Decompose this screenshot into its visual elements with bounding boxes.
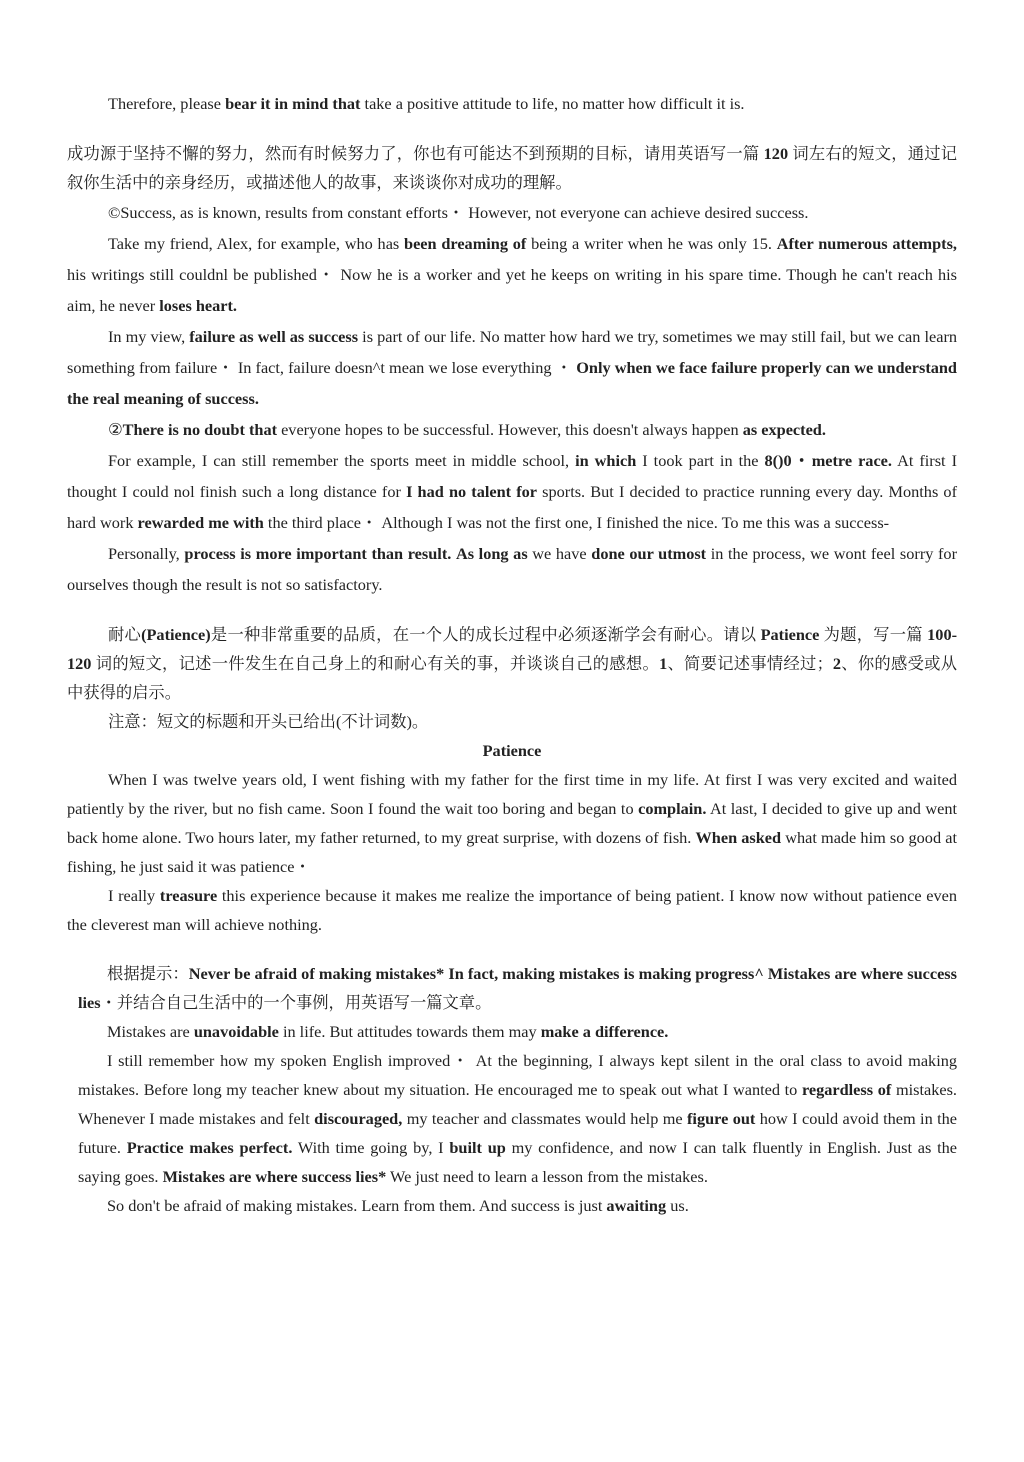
text-run: When I was twelve years old, I went fishing with my father for the first time in my life. At first I was very excited and waited patiently by the river, but no fish came. Soon I found the wait too boring and began to [67,770,957,818]
bold-phrase: unavoidable [193,1022,279,1041]
bold-phrase: in which [575,451,637,470]
text-run: his writings still couldnl be published・ Now he is a worker and yet he keeps on writing in his spare time. Though he can't reach his aim, he never [67,265,957,315]
text-run: At last, I decided to give up and went back home alone. Two hours later, my father returned, to my great surprise, with dozens of fish. [67,799,957,847]
paragraph [67,445,957,538]
text-run: us. [666,1196,689,1215]
text-run: Personally, [108,544,185,563]
bold-phrase: 8()0・metre race. [764,451,892,470]
paragraph [67,139,957,197]
paragraph [67,1191,957,1220]
text-run: 注意：短文的标题和开头已给出(不计词数)。 [108,712,429,731]
bold-phrase: rewarded me with [137,513,264,532]
text-run: this experience because it makes me realize the importance of being patient. I know now without patience even the cleverest man will achieve nothing. [67,886,957,934]
paragraph [67,620,957,707]
text-run: everyone hopes to be successful. However, this doesn't always happen [277,420,743,439]
bold-phrase: Practice makes perfect. [126,1138,293,1157]
text-run: I still remember how my spoken English improved・ At the beginning, I always kept silent in the oral class to avoid making mistakes. Before long my teacher knew about my situation. He encouraged me to speak out what I wanted to [78,1051,957,1099]
text-run: With time going by, I [292,1138,450,1157]
bold-phrase: (Patience) [141,625,211,644]
bold-phrase: Never be afraid of making mistakes* In fact, making mistakes is making progress^ Mistakes are where success lies [78,964,957,1012]
bold-phrase: When asked [695,828,782,847]
paragraph [67,197,957,228]
bold-phrase: awaiting [606,1196,667,1215]
text-run: my teacher and classmates would help me [402,1109,688,1128]
paragraph [67,414,957,445]
text-run: the third place・ Although I was not the first one, I finished the nice. To me this was a success- [263,513,890,532]
bold-phrase: As long as [455,544,528,563]
text-run: being a writer when he was only 15. [526,234,777,253]
bold-phrase: regardless of [801,1080,892,1099]
bold-phrase: been dreaming of [404,234,527,253]
bold-phrase: bear it in mind that [225,94,361,113]
bold-phrase: Patience [760,625,820,644]
bold-phrase: loses heart. [159,296,237,315]
paragraph [67,1017,957,1046]
text-run: in the process, we wont feel sorry for ourselves though the result is not so satisfactory. [67,544,957,594]
text-run: 、你的感受或从中获得的启示。 [67,654,957,702]
bold-phrase: 100-120 [67,625,957,673]
bold-phrase: discouraged, [314,1109,403,1128]
text-run: ©Success, as is known, results from constant efforts・ However, not everyone can achieve desired success. [108,203,809,222]
text-run: I took part in the [636,451,765,470]
bold-phrase: 1 [659,654,668,673]
bold-phrase: make a difference. [540,1022,669,1041]
paragraph [67,228,957,321]
text-run: Take my friend, Alex, for example, who has [108,234,405,253]
text-run: what made him so good at fishing, he just said it was patience・ [67,828,957,876]
bold-phrase: as expected. [742,420,826,439]
bold-phrase: There is no doubt that [122,420,278,439]
bold-phrase: Patience [482,741,542,760]
text-run: in life. But attitudes towards them may [278,1022,541,1041]
text-run: we have [527,544,592,563]
document-body [67,88,957,1220]
text-run: take a positive attitude to life, no matter how difficult it is. [360,94,745,113]
paragraph [67,959,957,1017]
text-run: 词左右的短文，通过记叙你生活中的亲身经历，或描述他人的故事，来谈谈你对成功的理解。 [67,144,957,192]
bold-phrase: figure out [687,1109,756,1128]
paragraph [67,88,957,119]
bold-phrase: 120 [763,144,789,163]
text-run: Therefore, please [108,94,226,113]
text-run: I really [108,886,160,905]
text-run: 词的短文，记述一件发生在自己身上的和耐心有关的事，并谈谈自己的感想。 [91,654,660,673]
bold-phrase: done our utmost [591,544,707,563]
text-run: ・并结合自己生活中的一个事例，用英语写一篇文章。 [100,993,492,1012]
bold-phrase: I had no talent for [406,482,538,501]
text-run: So don't be afraid of making mistakes. Learn from them. And success is just [107,1196,607,1215]
text-run: how I could avoid them in the future. [78,1109,957,1157]
text-run: 、简要记述事情经过； [667,654,833,673]
text-run: For example, I can still remember the sports meet in middle school, [108,451,576,470]
bold-phrase: complain. [638,799,707,818]
text-run: mistakes. Whenever I made mistakes and felt [78,1080,957,1128]
paragraph [67,881,957,939]
text-run: sports. But I decided to practice running every day. Months of hard work [67,482,957,532]
text-run: 成功源于坚持不懈的努力，然而有时候努力了，你也有可能达不到预期的目标，请用英语写一篇 [67,144,764,163]
text-run: my confidence, and now I can talk fluently in English. Just as the saying goes. [78,1138,957,1186]
text-run: is part of our life. No matter how hard we try, sometimes we may still fail, but we can learn something from failure・ In fact, failure doesn^t mean we lose everything ・ [67,327,958,377]
paragraph [67,321,957,414]
bold-phrase: After numerous attempts, [776,234,958,253]
text-run: 为题，写一篇 [819,625,928,644]
text-run: In my view, [108,327,190,346]
text-run: 根据提示： [107,964,189,983]
bold-phrase: built up [449,1138,506,1157]
text-run: We just need to learn a lesson from the mistakes. [386,1167,708,1186]
paragraph [67,765,957,881]
bold-phrase: Mistakes are where success lies* [162,1167,387,1186]
text-run: 是一种非常重要的品质，在一个人的成长过程中必须逐渐学会有耐心。请以 [210,625,761,644]
bold-phrase: 2 [832,654,842,673]
paragraph [67,736,957,765]
text-run: At first I thought I could nol finish such a long distance for [67,451,957,501]
bold-phrase: failure as well as success [189,327,359,346]
paragraph [67,1046,957,1191]
paragraph [67,538,957,600]
text-run: 耐心 [108,625,142,644]
paragraph [67,707,957,736]
bold-phrase: treasure [159,886,218,905]
bold-phrase: process is more important than result. [184,544,452,563]
text-run: Mistakes are [107,1022,194,1041]
bold-phrase: Only when we face failure properly can we understand the real meaning of success. [67,358,957,408]
text-run: ② [108,420,123,439]
